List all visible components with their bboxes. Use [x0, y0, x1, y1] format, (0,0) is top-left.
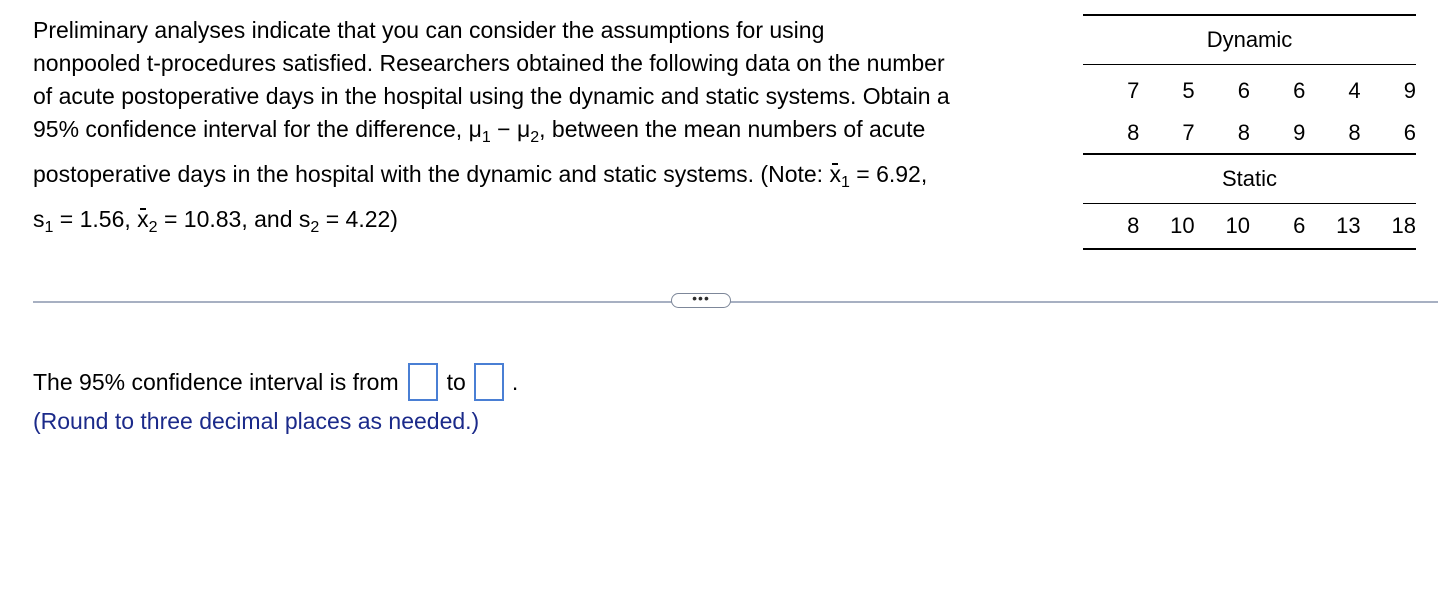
mu-symbol: μ — [516, 116, 531, 142]
x-bar-symbol: x — [829, 158, 841, 191]
table-cell: 9 — [1250, 113, 1305, 154]
table-cell: 5 — [1182, 78, 1195, 103]
table-cell: 8 — [1083, 113, 1139, 154]
mu-difference — [468, 116, 540, 146]
x2-number: = 10.83, and — [157, 206, 299, 232]
subscript-2: 2 — [310, 219, 320, 236]
table-cell: 18 — [1361, 204, 1416, 250]
answer-to-label: to — [446, 369, 466, 395]
question-line-5 — [33, 158, 1083, 191]
table-cell: 7 — [1139, 113, 1194, 154]
dynamic-header: Dynamic — [1083, 15, 1416, 65]
question-line-4-end: , between the mean numbers of acute — [539, 116, 926, 142]
table-row — [1083, 204, 1416, 250]
subscript-2: 2 — [530, 129, 540, 146]
subscript-1: 1 — [481, 129, 491, 146]
upper-bound-input[interactable] — [474, 363, 504, 401]
answer-period: . — [511, 369, 519, 395]
table-cell: 6 — [1293, 78, 1306, 103]
question-line-5-text: postoperative days in the hospital with the dynamic and static systems. (Note: — [33, 161, 830, 187]
s-symbol: s — [298, 206, 311, 232]
mu-symbol: μ — [468, 116, 482, 142]
question-line-4-text: 95% confidence interval for the difference, — [33, 116, 469, 142]
subscript-1: 1 — [44, 219, 54, 236]
s1-value — [33, 206, 138, 236]
minus-sign: − — [490, 116, 517, 142]
rounding-hint: (Round to three decimal places as needed.) — [33, 408, 480, 434]
data-table — [1083, 14, 1416, 250]
x1-value — [829, 161, 928, 191]
lower-bound-input[interactable] — [408, 363, 438, 401]
table-cell: 8 — [1305, 113, 1360, 154]
question-line-3: of acute postoperative days in the hospital using the dynamic and static systems. Obtain a — [33, 83, 950, 109]
table-cell: 6 — [1361, 113, 1416, 154]
s2-value — [298, 206, 398, 236]
s2-number: = 4.22) — [319, 206, 398, 232]
question-line-4 — [33, 113, 1083, 146]
s1-number: = 1.56, — [53, 206, 138, 232]
table-cell: 10 — [1195, 204, 1250, 250]
answer-prefix: The 95% confidence interval is from — [33, 369, 399, 395]
question-text — [33, 14, 1083, 236]
table-row — [1083, 113, 1416, 154]
section-divider — [33, 301, 1438, 303]
table-cell: 13 — [1305, 204, 1360, 250]
more-options-button[interactable]: ••• — [671, 293, 731, 308]
question-line-1: Preliminary analyses indicate that you can consider the assumptions for using — [33, 17, 825, 43]
table-cell: 7 — [1127, 78, 1140, 103]
x2-value — [137, 206, 299, 236]
subscript-2: 2 — [148, 219, 158, 236]
x1-number: = 6.92, — [849, 161, 928, 187]
question-line-2: nonpooled t-procedures satisfied. Researchers obtained the following data on the number — [33, 50, 945, 76]
table-cell: 8 — [1195, 113, 1250, 154]
table-cell: 6 — [1237, 78, 1250, 103]
x-bar-symbol: x — [137, 203, 149, 236]
table-row — [1083, 65, 1416, 114]
table-cell: 10 — [1139, 204, 1194, 250]
subscript-1: 1 — [840, 174, 850, 191]
answer-line — [33, 363, 518, 401]
question-line-6 — [33, 203, 1083, 236]
answer-section — [33, 363, 518, 439]
static-header: Static — [1083, 154, 1416, 204]
table-cell: 9 — [1403, 78, 1416, 103]
table-cell: 6 — [1250, 204, 1305, 250]
table-cell: 4 — [1348, 78, 1361, 103]
table-cell: 8 — [1083, 204, 1139, 250]
s-symbol: s — [33, 206, 45, 232]
